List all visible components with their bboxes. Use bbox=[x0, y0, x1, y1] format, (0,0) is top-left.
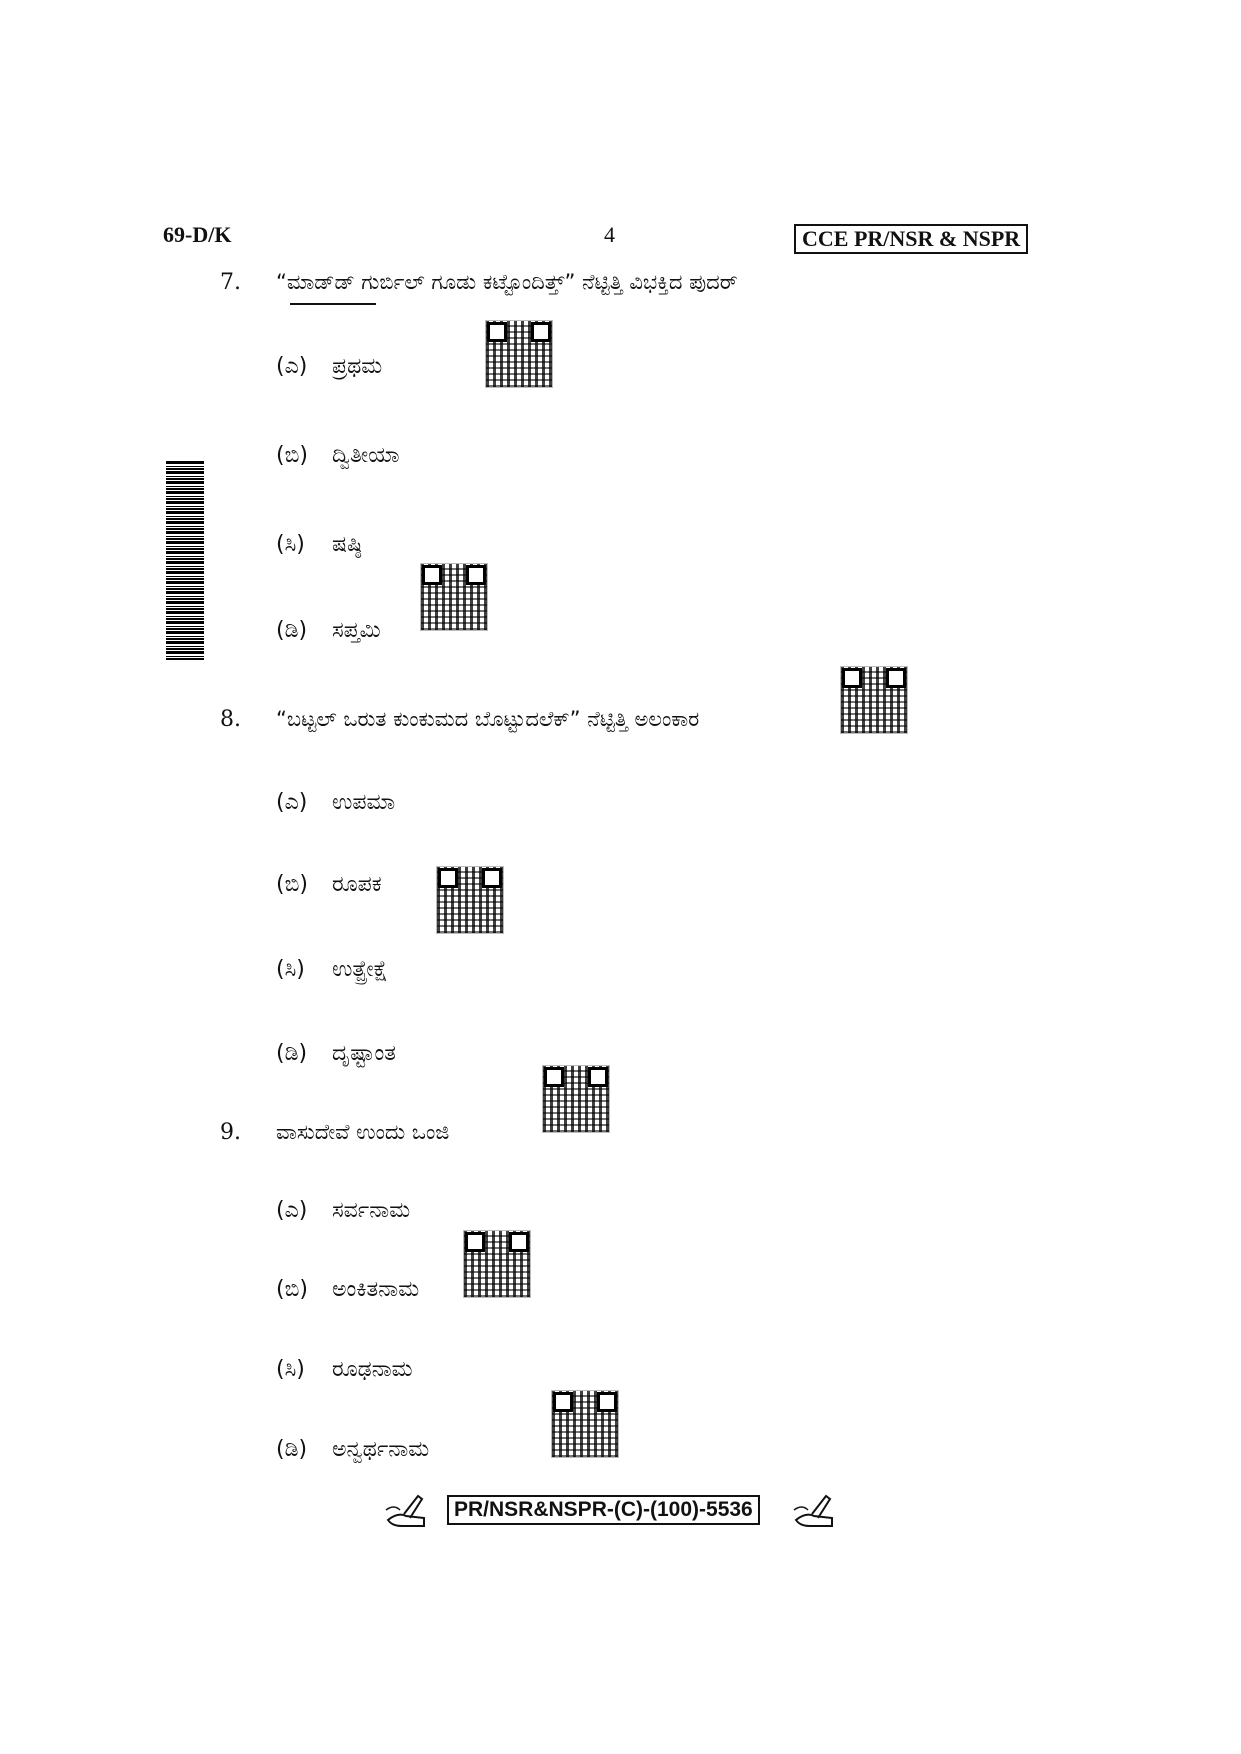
option-text: ಉಪಮಾ bbox=[332, 790, 396, 815]
option-text: ದೃಷ್ಟಾಂತ bbox=[332, 1041, 396, 1066]
option-label: (ಬಿ) bbox=[276, 1277, 308, 1302]
page-number: 4 bbox=[604, 222, 615, 247]
option-text: ಪ್ರಥಮ bbox=[332, 354, 383, 379]
option-label: (ಬಿ) bbox=[276, 872, 308, 897]
option-label: (ಎ) bbox=[276, 354, 308, 379]
question-8-option-b bbox=[276, 872, 382, 897]
option-label: (ಸಿ) bbox=[276, 532, 305, 557]
qr-code-icon bbox=[463, 1230, 531, 1298]
question-9-number: 9. bbox=[220, 1120, 241, 1145]
question-9-option-b bbox=[276, 1277, 419, 1302]
option-label: (ಎ) bbox=[276, 790, 308, 815]
option-text: ದ್ವಿತೀಯಾ bbox=[332, 443, 400, 468]
hand-writing-icon bbox=[384, 1490, 430, 1530]
question-8-option-d bbox=[276, 1041, 396, 1066]
question-8-option-c bbox=[276, 957, 388, 982]
qr-code-icon bbox=[840, 666, 908, 734]
footer-code-box: PR/NSR&NSPR-(C)-(100)-5536 bbox=[447, 1495, 760, 1525]
question-7-underline bbox=[290, 303, 376, 305]
exam-name-box: CCE PR/NSR & NSPR bbox=[794, 224, 1028, 254]
question-7-option-a bbox=[276, 354, 382, 379]
option-text: ಅಂಕಿತನಾಮ bbox=[332, 1277, 420, 1302]
option-text: ರೂಢನಾಮ bbox=[332, 1357, 413, 1382]
qr-code-icon bbox=[542, 1065, 610, 1133]
question-7-option-c bbox=[276, 532, 362, 557]
option-text: ಷಷ್ಠಿ bbox=[332, 532, 362, 557]
question-9-option-a bbox=[276, 1198, 410, 1223]
option-text: ಅನ್ವರ್ಥನಾಮ bbox=[332, 1437, 430, 1462]
option-text: ರೂಪಕ bbox=[332, 872, 382, 897]
option-text: ಉತ್ಪ್ರೇಕ್ಷೆ bbox=[332, 957, 388, 982]
paper-code: 69-D/K bbox=[163, 222, 232, 247]
option-label: (ಡಿ) bbox=[276, 1041, 308, 1066]
option-label: (ಎ) bbox=[276, 1198, 308, 1223]
question-8-number: 8. bbox=[220, 707, 241, 732]
option-text: ಸರ್ವನಾಮ bbox=[332, 1198, 411, 1223]
option-label: (ಸಿ) bbox=[276, 1357, 305, 1382]
option-label: (ಡಿ) bbox=[276, 618, 308, 643]
qr-code-icon bbox=[485, 320, 553, 388]
question-9-text: ವಾಸುದೇವೆ ಉಂದು ಒಂಜಿ bbox=[276, 1120, 450, 1144]
option-label: (ಬಿ) bbox=[276, 443, 308, 468]
question-9-option-d bbox=[276, 1437, 429, 1462]
question-8-text: “ಬಟ್ಟಲ್ ಒರುತ ಕುಂಕುಮದ ಬೊಟ್ಟುದಲೆಕ್” ನೆಟ್ಟಿತ್ತಿ ಅಲಂಕಾರ bbox=[276, 707, 700, 731]
option-label: (ಡಿ) bbox=[276, 1437, 308, 1462]
option-text: ಸಪ್ತಮಿ bbox=[332, 618, 381, 643]
qr-code-icon bbox=[551, 1390, 619, 1458]
qr-code-icon bbox=[420, 563, 488, 631]
question-7-number: 7. bbox=[220, 270, 241, 295]
hand-writing-icon bbox=[792, 1490, 838, 1530]
barcode bbox=[166, 460, 204, 660]
question-7-text: “ಮಾಡ್‌ಡ್ ಗುರ್ಬಿಲ್ ಗೂಡು ಕಟ್ಟೊಂದಿತ್ತ್” ನೆಟ್ಟಿತ್ತಿ ವಿಭಕ್ತಿದ ಪುದರ್ bbox=[276, 270, 738, 294]
option-label: (ಸಿ) bbox=[276, 957, 305, 982]
qr-code-icon bbox=[436, 866, 504, 934]
question-9-option-c bbox=[276, 1357, 413, 1382]
question-7-option-d bbox=[276, 618, 381, 643]
question-7-option-b bbox=[276, 443, 399, 468]
question-8-option-a bbox=[276, 790, 395, 815]
